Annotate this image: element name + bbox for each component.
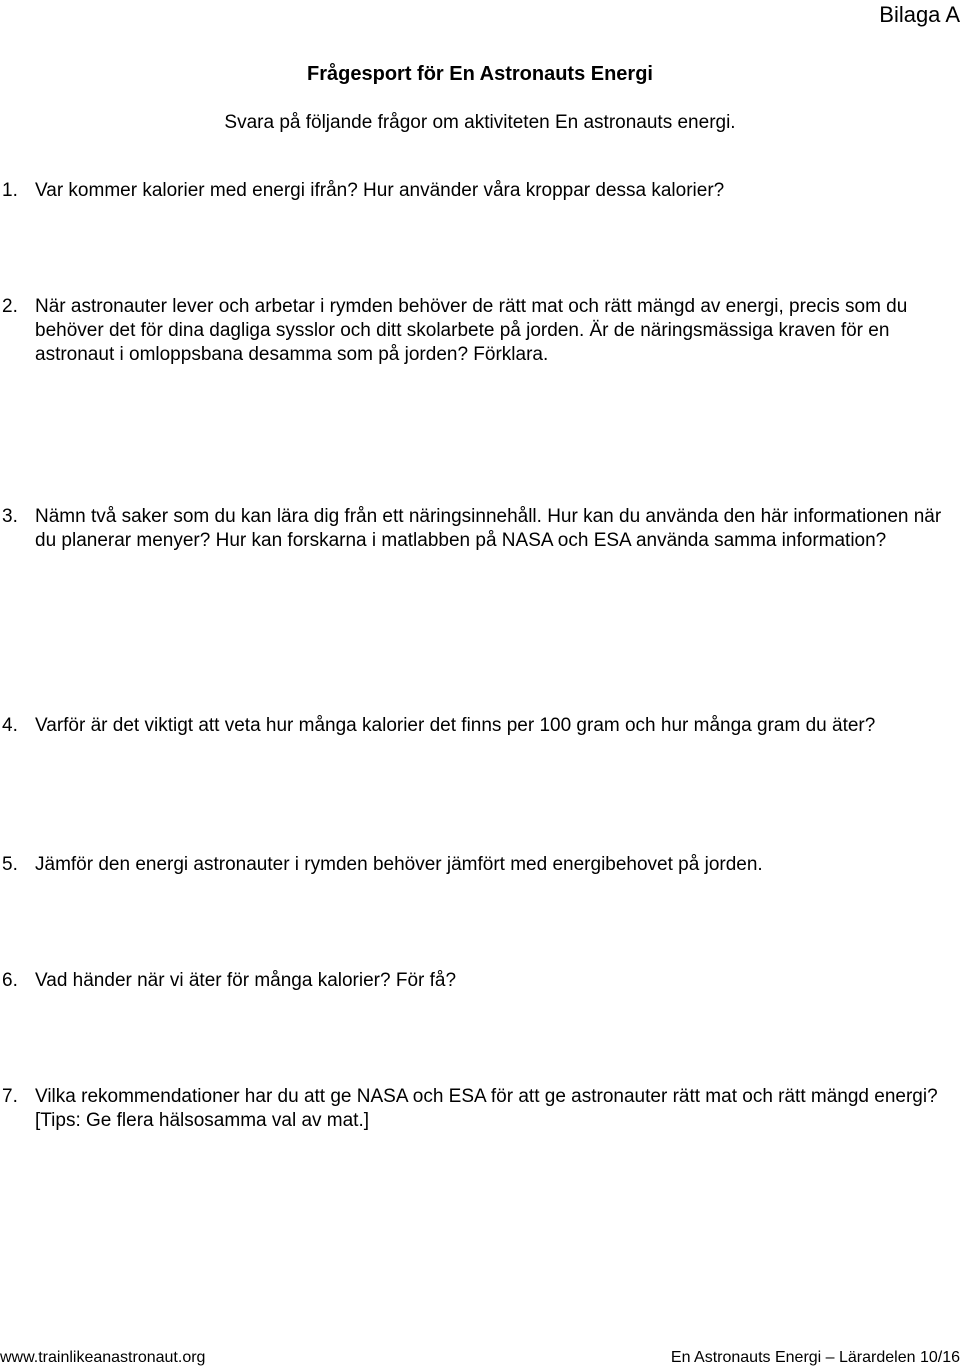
question-number: 1.	[2, 180, 18, 201]
intro-text: Svara på följande frågor om aktiviteten En astronauts energi.	[224, 112, 736, 133]
question-1	[0, 179, 958, 203]
question-6	[0, 969, 958, 993]
question-text: Vad händer när vi äter för många kalorier? För få?	[35, 970, 457, 991]
page-title: Frågesport för En Astronauts Energi	[307, 63, 653, 85]
question-number: 3.	[2, 506, 18, 527]
question-7	[0, 1085, 958, 1133]
question-number: 4.	[2, 715, 18, 736]
question-number: 2.	[2, 296, 18, 317]
question-text: Nämn två saker som du kan lära dig från ett näringsinnehåll. Hur kan du använda den här informationen när du planerar menyer? Hur kan forskarna i matlabben på NASA och ESA använda samma information?	[35, 506, 942, 551]
question-number: 6.	[2, 970, 18, 991]
question-4	[0, 714, 958, 738]
question-number: 7.	[2, 1086, 18, 1107]
question-number: 5.	[2, 854, 18, 875]
appendix-label: Bilaga A	[879, 2, 960, 27]
footer-url: www.trainlikeanastronaut.org	[0, 1349, 206, 1366]
question-text: Jämför den energi astronauter i rymden behöver jämfört med energibehovet på jorden.	[35, 854, 763, 875]
question-5	[0, 853, 958, 877]
question-text: Vilka rekommendationer har du att ge NASA och ESA för att ge astronauter rätt mat och rätt mängd energi? [Tips: Ge flera hälsosamma val av mat.]	[35, 1086, 938, 1131]
question-text: När astronauter lever och arbetar i rymden behöver de rätt mat och rätt mängd av energi, precis som du behöver det för dina dagliga sysslor och ditt skolarbete på jorden. Är de näringsmässiga kraven för en astronaut i omloppsbana desamma som på jorden? Förklara.	[35, 296, 908, 365]
footer-page-info: En Astronauts Energi – Lärardelen 10/16	[670, 1349, 960, 1366]
question-text: Varför är det viktigt att veta hur många kalorier det finns per 100 gram och hur många gram du äter?	[35, 715, 876, 736]
question-2	[0, 295, 958, 367]
question-3	[0, 505, 958, 553]
question-text: Var kommer kalorier med energi ifrån? Hur använder våra kroppar dessa kalorier?	[35, 180, 725, 201]
